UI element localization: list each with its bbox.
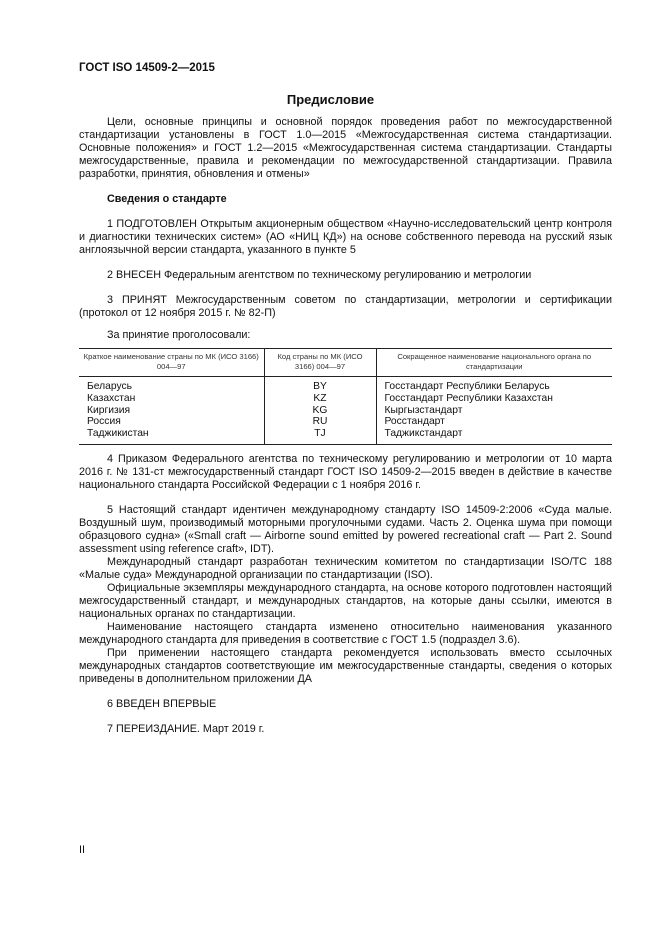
country-name: Таджикистан — [87, 428, 149, 440]
item-5-official-copies: Официальные экземпляры международного стандарта, на основе которого подготовлен настоящий межгосударственный стандарт, и международных стандартов, на которые даны ссылки, имеются в национальных органах по стандартизации. — [79, 581, 612, 620]
voting-table — [79, 348, 612, 445]
item-7-reissue: 7 ПЕРЕИЗДАНИЕ. Март 2019 г. — [107, 722, 265, 735]
country-code: TJ — [314, 428, 326, 440]
standards-body: Кыргызстандарт — [384, 404, 463, 416]
page-title: Предисловие — [286, 92, 375, 107]
document-designation: ГОСТ ISO 14509-2—2015 — [79, 62, 215, 74]
item-5-references: При применении настоящего стандарта рекомендуется использовать вместо ссылочных международных стандартов соответствующие им межгосударственные стандарты, сведения о которых приведены в дополнительном приложении ДА — [79, 646, 612, 685]
column-header-country: Краткое наименование страны по МК (ИСО 3166) 004—97 — [79, 349, 264, 377]
country-code: RU — [312, 416, 328, 428]
country-name: Россия — [87, 416, 121, 428]
standards-bodies-cell — [376, 377, 612, 445]
standards-body: Таджикстандарт — [384, 428, 463, 440]
item-5-developer: Международный стандарт разработан техническим комитетом по стандартизации ISO/TC 188 «Малые суда» Международной организации по стандартизации (ISO). — [79, 555, 612, 581]
voting-table-header-row — [79, 349, 612, 377]
item-5-identical: 5 Настоящий стандарт идентичен международному стандарту ISO 14509-2:2006 «Суда малые. Воздушный шум, производимый моторными прогулочными судами. Часть 2. Оценка шума при помощи образцового судна» («Small craft — Airborne sound emitted by powered recreational craft — Part 2. Sound assessment using reference craft», IDT). — [79, 503, 612, 555]
country-code: KG — [312, 404, 328, 416]
intro-paragraph: Цели, основные принципы и основной порядок проведения работ по межгосударственной стандартизации установлены в ГОСТ 1.0—2015 «Межгосударственная система стандартизации. Основные положения» и ГОСТ 1.2—2015 «Межгосударственная система стандартизации. Стандарты межгосударственные, правила и рекомендации по межгосударственной стандартизации. Правила разработки, принятия, обновления и отмены» — [79, 116, 612, 180]
country-name: Казахстан — [87, 392, 136, 404]
country-name: Киргизия — [87, 404, 131, 416]
standards-body: Росстандарт — [384, 416, 445, 428]
item-5-title-change: Наименование настоящего стандарта изменено относительно наименования указанного международного стандарта для приведения в соответствие с ГОСТ 1.5 (подраздел 3.6). — [79, 620, 612, 646]
item-2-submitted: 2 ВНЕСЕН Федеральным агентством по техническому регулированию и метрологии — [107, 269, 532, 281]
page-number: II — [79, 844, 85, 856]
column-header-code: Код страны по МК (ИСО 3166) 004—97 — [264, 349, 376, 377]
item-4-order: 4 Приказом Федерального агентства по техническому регулированию и метрологии от 10 марта 2016 г. № 131-ст межгосударственный стандарт ГОСТ ISO 14509-2—2015 введен в действие в качестве национального стандарта Российской Федерации с 1 ноября 2016 г. — [79, 452, 612, 491]
standards-body: Госстандарт Республики Беларусь — [384, 381, 550, 392]
country-names-cell — [79, 377, 264, 445]
voting-table-body — [79, 377, 612, 445]
item-6-first-introduced: 6 ВВЕДЕН ВПЕРВЫЕ — [107, 697, 217, 710]
column-header-body: Сокращенное наименование национального органа по стандартизации — [376, 349, 612, 377]
item-1-prepared: 1 ПОДГОТОВЛЕН Открытым акционерным обществом «Научно-исследовательский центр контроля и диагностики технических систем» (АО «НИЦ КД») на основе собственного перевода на русский язык англоязычной версии стандарта, указанного в пункте 5 — [79, 218, 612, 256]
voted-label: За принятие проголосовали: — [107, 329, 251, 341]
document-body — [79, 116, 612, 736]
country-code: KZ — [313, 392, 327, 404]
country-code: BY — [313, 381, 327, 392]
country-codes-cell — [264, 377, 376, 445]
standards-body: Госстандарт Республики Казахстан — [384, 392, 553, 404]
item-3-adopted: 3 ПРИНЯТ Межгосударственным советом по стандартизации, метрологии и сертификации (протокол от 12 ноября 2015 г. № 82-П) — [79, 294, 612, 319]
section-heading: Сведения о стандарте — [107, 193, 227, 205]
country-name: Беларусь — [87, 381, 133, 392]
